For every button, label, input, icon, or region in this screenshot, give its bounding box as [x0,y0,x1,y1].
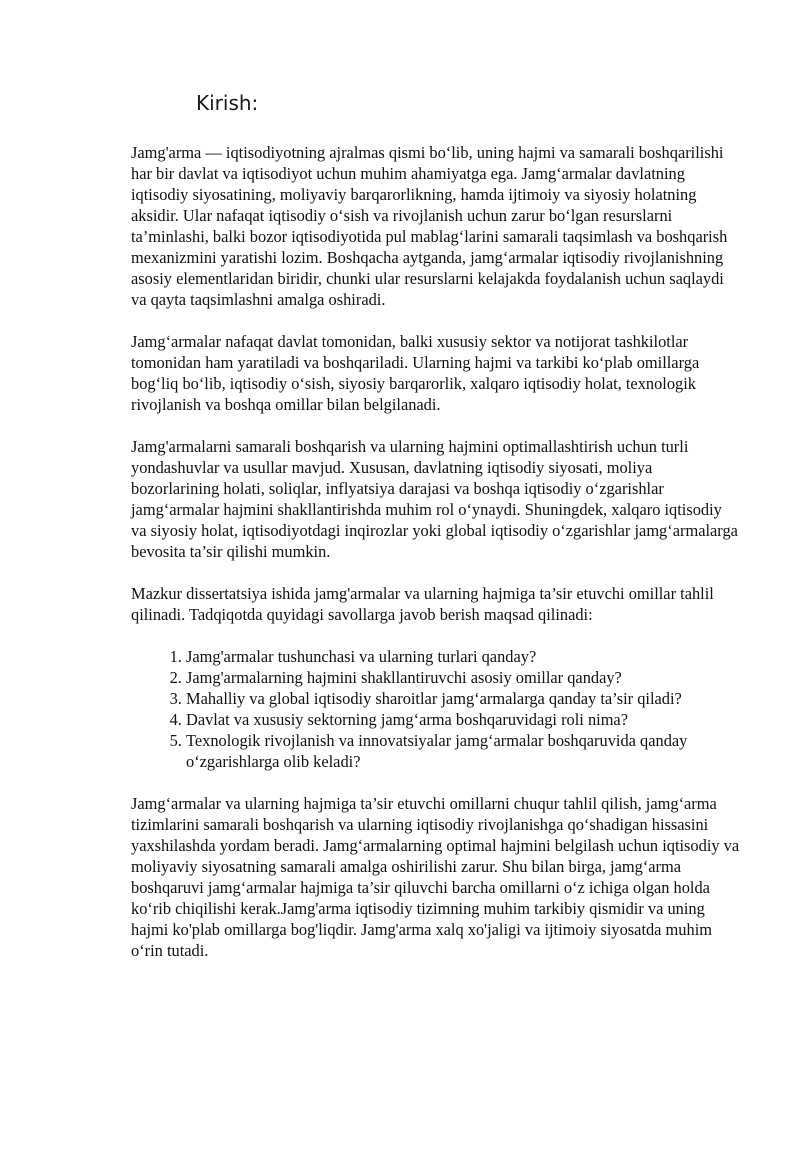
document-body [131,142,741,982]
section-heading: Kirish: [196,91,259,115]
paragraph-research-aim: Mazkur dissertatsiya ishida jamg'armalar va ularning hajmiga ta’sir etuvchi omillar tahlil qilinadi. Tadqiqotda quyidagi savollarga javob berish maqsad qilinadi: [131,584,714,624]
list-item: 1. Jamg'armalar tushunchasi va ularning turlari qanday? [186,646,741,667]
paragraph-approaches: Jamg'armalarni samarali boshqarish va ularning hajmini optimallashtirish uchun turli yondashuvlar va usullar mavjud. Xususan, davlatning iqtisodiy siyosati, moliya bozorlarining holati, soliqlar, inflyatsiya darajasi va boshqa iqtisodiy o‘zgarishlar jamg‘armalar hajmini shakllantirishda muhim rol o‘ynaydi. Shuningdek, xalqaro iqtisodiy va siyosiy holat, iqtisodiyotdagi inqirozlar yoki global iqtisodiy o‘zgarishlar jamg‘armalarga bevosita ta’sir qilishi mumkin. [131,437,738,561]
list-item: 3. Mahalliy va global iqtisodiy sharoitlar jamg‘armalarga qanday ta’sir qiladi? [186,688,741,709]
research-questions-list [131,646,741,772]
list-item: 4. Davlat va xususiy sektorning jamg‘arma boshqaruvidagi roli nima? [186,709,741,730]
list-item: 5. Texnologik rivojlanish va innovatsiyalar jamg‘armalar boshqaruvida qanday o‘zgarishlarga olib keladi? [186,730,741,772]
list-item: 2. Jamg'armalarning hajmini shakllantiruvchi asosiy omillar qanday? [186,667,741,688]
paragraph-sectors: Jamg‘armalar nafaqat davlat tomonidan, balki xususiy sektor va notijorat tashkilotlar tomonidan ham yaratiladi va boshqariladi. Ularning hajmi va tarkibi ko‘plab omillarga bog‘liq bo‘lib, iqtisodiy o‘sish, siyosiy barqarorlik, xalqaro iqtisodiy holat, texnologik rivojlanish va boshqa omillar bilan belgilanadi. [131,332,700,414]
paragraph-conclusion: Jamg‘armalar va ularning hajmiga ta’sir etuvchi omillarni chuqur tahlil qilish, jamg‘arma tizimlarini samarali boshqarish va ularning iqtisodiy rivojlanishga qo‘shadigan hissasini yaxshilashda yordam beradi. Jamg‘armalarning optimal hajmini belgilash uchun iqtisodiy va moliyaviy siyosatning samarali amalga oshirilishi zarur. Shu bilan birga, jamg‘arma boshqaruvi jamg‘armalar hajmiga ta’sir qiluvchi barcha omillarni o‘z ichiga olgan holda ko‘rib chiqilishi kerak.Jamg'arma iqtisodiy tizimning muhim tarkibiy qismidir va uning hajmi ko'plab omillarga bog'liqdir. Jamg'arma xalq xo'jaligi va ijtimoiy siyosatda muhim o‘rin tutadi. [131,794,740,960]
paragraph-intro: Jamg'arma — iqtisodiyotning ajralmas qismi bo‘lib, uning hajmi va samarali boshqarilishi har bir davlat va iqtisodiyot uchun muhim ahamiyatga ega. Jamg‘armalar davlatning iqtisodiy siyosatining, moliyaviy barqarorlikning, hamda ijtimoiy va siyosiy holatning aksidir. Ular nafaqat iqtisodiy o‘sish va rivojlanish uchun zarur bo‘lgan resurslarni ta’minlashi, balki bozor iqtisodiyotida pul mablag‘larini samarali taqsimlash va boshqarish mexanizmini yaratishi lozim. Boshqacha aytganda, jamg‘armalar iqtisodiy rivojlanishning asosiy elementlaridan biridir, chunki ular resurslarni kelajakda foydalanish uchun saqlaydi va qayta taqsimlashni amalga oshiradi. [131,143,728,309]
